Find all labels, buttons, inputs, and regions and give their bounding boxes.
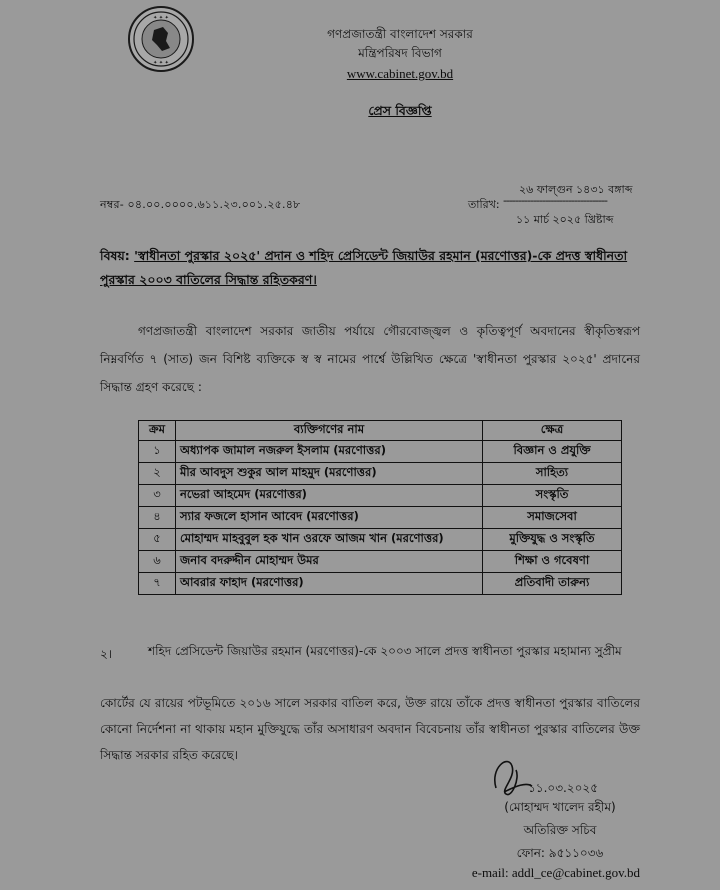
table-row — [139, 573, 622, 595]
header-government: গণপ্রজাতন্ত্রী বাংলাদেশ সরকার — [327, 27, 473, 41]
table-row — [139, 485, 622, 507]
row-name: স্যার ফজলে হাসান আবেদ (মরণোত্তর) — [176, 507, 483, 529]
row-serial: ৪ — [139, 507, 176, 529]
row-field: সমাজসেবা — [483, 507, 622, 529]
document-title: প্রেস বিজ্ঞপ্তি — [368, 103, 432, 118]
header-serial: ক্রম — [139, 421, 176, 441]
row-name: নভেরা আহমেদ (মরণোত্তর) — [176, 485, 483, 507]
table-row — [139, 529, 622, 551]
header-division: মন্ত্রিপরিষদ বিভাগ — [358, 46, 442, 60]
paragraph-2-text: কোর্টের যে রায়ের পটভূমিতে ২০১৬ সালে সরকার বাতিল করে, উক্ত রায়ে তাঁকে প্রদত্ত স্বাধীনতা পুরস্কার বাতিলের কোনো নির্দেশনা না থাকায় মহান মুক্তিযুদ্ধে তাঁর অসাধারণ অবদান বিবেচনায় তাঁর স্বাধীনতা পুরস্কার বাতিলের উক্ত সিদ্ধান্ত সরকার রহিত করেছে। — [100, 696, 640, 762]
header-field: ক্ষেত্র — [483, 421, 622, 441]
row-serial: ৩ — [139, 485, 176, 507]
row-name: মোহাম্মদ মাহবুবুল হক খান ওরফে আজম খান (মরণোত্তর) — [176, 529, 483, 551]
date-gregorian: ১১ মার্চ ২০২৫ খ্রিষ্টাব্দ — [516, 213, 614, 226]
table-header-row — [139, 421, 622, 441]
signatory-email[interactable]: e-mail: addl_ce@cabinet.gov.bd — [471, 865, 640, 880]
row-field: বিজ্ঞান ও প্রযুক্তি — [483, 441, 622, 463]
signatory-designation: অতিরিক্ত সচিব — [523, 823, 597, 837]
paragraph-2-first-line: শহিদ প্রেসিডেন্ট জিয়াউর রহমান (মরণোত্তর)-কে ২০০৩ সালে প্রদত্ত স্বাধীনতা পুরস্কার মহামান্য সুপ্রীম — [148, 644, 622, 658]
row-field: সাহিত্য — [483, 463, 622, 485]
table-row — [139, 507, 622, 529]
row-name: মীর আবদুস শুকুর আল মাহমুদ (মরণোত্তর) — [176, 463, 483, 485]
awardees-table — [138, 420, 622, 595]
row-serial: ৬ — [139, 551, 176, 573]
government-seal — [128, 6, 194, 72]
reference-number: নম্বর- ০৪.০০.০০০০.৬১১.২৩.০০১.২৫.৪৮ — [100, 198, 301, 211]
header-name: ব্যক্তিগণের নাম — [176, 421, 483, 441]
subject-label: বিষয়: — [100, 248, 130, 263]
row-field: শিক্ষা ও গবেষণা — [483, 551, 622, 573]
table-row — [139, 551, 622, 573]
signature — [486, 748, 636, 804]
date-divider: ----------------------------------- — [503, 194, 607, 207]
date-bangla: ২৬ ফাল্গুন ১৪৩১ বঙ্গাব্দ — [519, 183, 633, 196]
signatory-phone: ফোন: ৯৫১১০৩৬ — [516, 846, 604, 860]
paragraph-2-number: ২। — [100, 647, 113, 661]
table-row — [139, 441, 622, 463]
svg-text:✦ ✦ ✦: ✦ ✦ ✦ — [153, 15, 169, 21]
table-row — [139, 463, 622, 485]
row-name: জনাব বদরুদ্দীন মোহাম্মদ উমর — [176, 551, 483, 573]
signatory-name: (মোহাম্মদ খালেদ রহীম) — [504, 800, 616, 814]
row-field: মুক্তিযুদ্ধ ও সংস্কৃতি — [483, 529, 622, 551]
row-serial: ২ — [139, 463, 176, 485]
subject-text: 'স্বাধীনতা পুরস্কার ২০২৫' প্রদান ও শহিদ প্রেসিডেন্ট জিয়াউর রহমান (মরণোত্তর)-কে প্রদত্ত স্বাধীনতা পুরস্কার ২০০৩ বাতিলের সিদ্ধান্ত রহিতকরণ। — [100, 248, 628, 287]
date-label: তারিখ: — [468, 198, 500, 211]
row-field: প্রতিবাদী তারুন্য — [483, 573, 622, 595]
row-name: আবরার ফাহাদ (মরণোত্তর) — [176, 573, 483, 595]
header-website-link[interactable]: www.cabinet.gov.bd — [346, 66, 454, 81]
row-field: সংস্কৃতি — [483, 485, 622, 507]
row-serial: ৭ — [139, 573, 176, 595]
paragraph-1 — [100, 317, 640, 401]
subject-line — [100, 244, 640, 292]
paragraph-1-text: গণপ্রজাতন্ত্রী বাংলাদেশ সরকার জাতীয় পর্যায়ে গৌরবোজ্জ্বল ও কৃতিত্বপূর্ণ অবদানের স্বীকৃতিস্বরূপ নিম্নবর্ণিত ৭ (সাত) জন বিশিষ্ট ব্যক্তিকে স্ব স্ব নামের পার্শ্বে উল্লিখিত ক্ষেত্রে 'স্বাধীনতা পুরস্কার ২০২৫' প্রদানের সিদ্ধান্ত গ্রহণ করেছে : — [100, 324, 640, 394]
svg-text:✦ ✦ ✦: ✦ ✦ ✦ — [153, 60, 169, 66]
signature-date: ১১.০৩.২০২৫ — [528, 781, 599, 795]
row-serial: ১ — [139, 441, 176, 463]
row-name: অধ্যাপক জামাল নজরুল ইসলাম (মরণোত্তর) — [176, 441, 483, 463]
row-serial: ৫ — [139, 529, 176, 551]
